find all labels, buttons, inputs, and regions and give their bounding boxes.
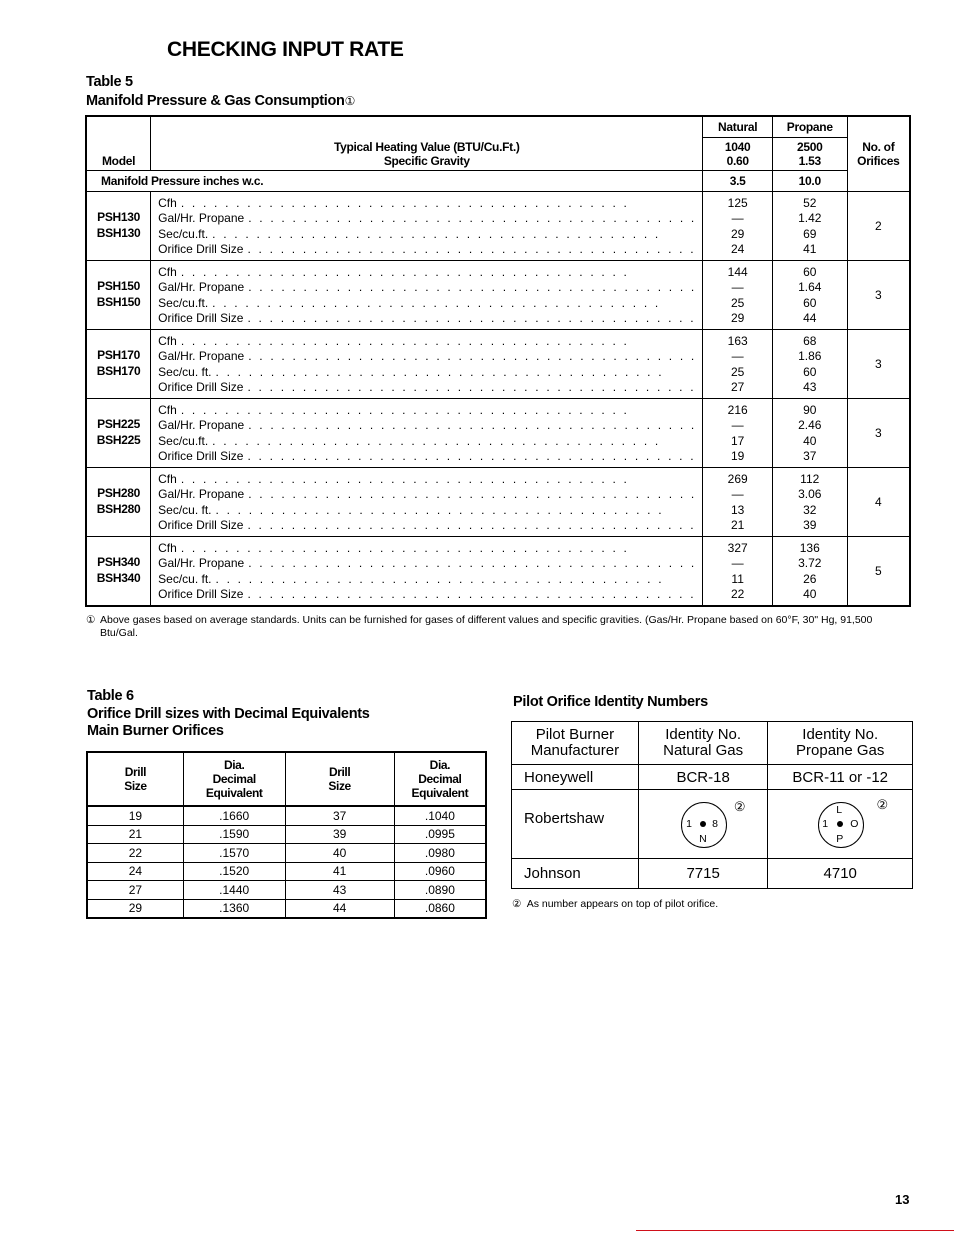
measure-label-text: Sec/cu. ft. xyxy=(158,571,212,586)
propane-value: 40 xyxy=(803,433,817,448)
table5-heading xyxy=(86,73,355,110)
propane-value: 43 xyxy=(803,380,817,394)
propane-value: 60 xyxy=(803,264,817,279)
propane-value: 3.06 xyxy=(798,487,822,501)
propane-values xyxy=(772,398,847,467)
manifold-propane: 10.0 xyxy=(772,170,847,191)
manifold-pressure-table xyxy=(85,115,911,607)
natural-value: 25 xyxy=(730,364,745,379)
leader-dots: . . . . . . . . . . . . . . . . . . . . . . . . . . . . . . . . . . . . . . . . . xyxy=(180,540,630,555)
measure-label-text: Cfh xyxy=(158,195,177,210)
manifold-pressure-label: Manifold Pressure inches w.c. xyxy=(86,170,703,191)
measure-labels xyxy=(151,467,703,536)
header-propane: Propane xyxy=(772,116,847,137)
propane-value: 1.42 xyxy=(798,211,822,225)
drill-size: 43 xyxy=(285,881,394,900)
model-name: PSH280 xyxy=(97,486,141,500)
robertshaw-propane-diagram xyxy=(768,790,913,859)
propane-value: 90 xyxy=(803,402,817,417)
natural-sg: 0.60 xyxy=(726,153,749,168)
measure-label xyxy=(158,349,696,365)
measure-label xyxy=(158,403,696,419)
table-row xyxy=(87,806,486,825)
header-drill-line2: Size xyxy=(328,779,351,793)
robertshaw-natural-diagram xyxy=(638,790,768,859)
leader-dots: . . . . . . . . . . . . . . . . . . . . . . . . . . . . . . . . . . . . . . . . . xyxy=(248,211,697,225)
measure-label-text: Orifice Drill Size xyxy=(158,380,244,394)
honeywell-propane-id: BCR-11 or -12 xyxy=(768,765,913,790)
drill-size: 22 xyxy=(87,844,183,863)
propane-values xyxy=(772,467,847,536)
decimal-equivalent: .1660 xyxy=(183,806,285,825)
propane-value: 39 xyxy=(803,518,817,532)
measure-labels xyxy=(151,398,703,467)
natural-value: — xyxy=(731,211,744,225)
natural-value: 29 xyxy=(730,311,745,325)
table-row xyxy=(87,862,486,881)
orifice-top-diagram xyxy=(677,798,729,850)
measure-label xyxy=(158,541,696,557)
header-decimal-equivalent xyxy=(183,752,285,806)
drill-size: 41 xyxy=(285,862,394,881)
natural-values xyxy=(703,329,772,398)
decimal-equivalent: .0980 xyxy=(394,844,486,863)
header-manufacturer xyxy=(512,722,639,765)
drill-size: 39 xyxy=(285,825,394,844)
natural-value: — xyxy=(731,556,744,570)
header-model: Model xyxy=(86,116,151,170)
header-drill-size xyxy=(285,752,394,806)
measure-label-text: Orifice Drill Size xyxy=(158,242,244,256)
propane-value: 3.72 xyxy=(798,556,822,570)
table-row xyxy=(86,536,910,606)
leader-dots: . . . . . . . . . . . . . . . . . . . . . . . . . . . . . . . . . . . . . . . . . xyxy=(180,195,630,210)
header-propane-id-line1: Identity No. xyxy=(802,726,879,743)
table-row xyxy=(87,825,486,844)
natural-values xyxy=(703,467,772,536)
model-name: BSH225 xyxy=(96,432,141,447)
decimal-equivalent: .0860 xyxy=(394,899,486,918)
measure-label-text: Orifice Drill Size xyxy=(158,449,244,463)
table6-heading xyxy=(87,688,370,741)
propane-value: 40 xyxy=(803,587,817,601)
table-row xyxy=(87,881,486,900)
table-row xyxy=(86,260,910,329)
natural-value: — xyxy=(731,418,744,432)
drill-size: 37 xyxy=(285,806,394,825)
measure-label xyxy=(158,380,696,396)
pilot-orifice-table xyxy=(511,721,913,889)
propane-value: 112 xyxy=(800,471,820,486)
natural-value: 19 xyxy=(730,449,745,463)
manufacturer-johnson: Johnson xyxy=(512,859,639,889)
diagram-label: 1 xyxy=(686,818,692,830)
drill-size: 27 xyxy=(87,881,183,900)
propane-value: 1.64 xyxy=(798,280,822,294)
table-row xyxy=(86,398,910,467)
natural-value: 27 xyxy=(730,380,745,394)
header-manufacturer-line2: Manufacturer xyxy=(530,742,620,759)
natural-value: 269 xyxy=(727,471,748,486)
footer-rule xyxy=(636,1230,954,1231)
header-propane-id-line2: Propane Gas xyxy=(796,742,885,759)
leader-dots: . . . . . . . . . . . . . . . . . . . . . . . . . . . . . . . . . . . . . . . . . xyxy=(248,349,697,363)
natural-value: 17 xyxy=(730,433,745,448)
leader-dots: . . . . . . . . . . . . . . . . . . . . . . . . . . . . . . . . . . . . . . . . . xyxy=(215,502,664,517)
propane-value: 2.46 xyxy=(798,418,822,432)
natural-value: 125 xyxy=(727,195,748,210)
natural-values xyxy=(703,398,772,467)
measure-label-text: Gal/Hr. Propane xyxy=(158,211,245,225)
model-name: PSH150 xyxy=(97,279,141,293)
measure-labels xyxy=(151,536,703,606)
measure-label xyxy=(158,242,696,258)
model-name: PSH340 xyxy=(97,555,141,569)
propane-value: 41 xyxy=(803,242,817,256)
table-row xyxy=(86,191,910,260)
measure-label xyxy=(158,211,696,227)
measure-labels xyxy=(151,191,703,260)
natural-value: 327 xyxy=(727,540,748,555)
footnote-marker: ① xyxy=(86,614,96,626)
model-cell xyxy=(86,467,151,536)
leader-dots: . . . . . . . . . . . . . . . . . . . . . . . . . . . . . . . . . . . . . . . . . xyxy=(247,242,696,256)
footnote-marker: ② xyxy=(876,797,889,812)
natural-value: 163 xyxy=(727,333,748,348)
pilot-table-title: Pilot Orifice Identity Numbers xyxy=(513,694,708,710)
drill-size: 24 xyxy=(87,862,183,881)
diagram-label: P xyxy=(836,833,844,845)
model-cell xyxy=(86,536,151,606)
drill-size: 19 xyxy=(87,806,183,825)
propane-value: 37 xyxy=(803,449,817,463)
model-cell xyxy=(86,398,151,467)
propane-btu-sg xyxy=(772,137,847,170)
header-natural: Natural xyxy=(703,116,772,137)
leader-dots: . . . . . . . . . . . . . . . . . . . . . . . . . . . . . . . . . . . . . . . . . xyxy=(180,402,630,417)
natural-btu: 1040 xyxy=(724,139,751,154)
header-propane-id xyxy=(768,722,913,765)
header-dia-line2: Decimal xyxy=(212,772,256,786)
leader-dots: . . . . . . . . . . . . . . . . . . . . . . . . . . . . . . . . . . . . . . . . . xyxy=(212,295,661,310)
measure-label-text: Cfh xyxy=(158,540,177,555)
leader-dots: . . . . . . . . . . . . . . . . . . . . . . . . . . . . . . . . . . . . . . . . . xyxy=(247,449,696,463)
natural-value: 144 xyxy=(727,264,748,279)
propane-values xyxy=(772,260,847,329)
measure-label-text: Orifice Drill Size xyxy=(158,587,244,601)
natural-value: — xyxy=(731,280,744,294)
measure-label xyxy=(158,449,696,465)
natural-value: 24 xyxy=(730,242,745,256)
model-name: PSH170 xyxy=(97,348,141,362)
propane-value: 52 xyxy=(803,195,817,210)
measure-label-text: Gal/Hr. Propane xyxy=(158,418,245,432)
measure-label xyxy=(158,265,696,281)
header-dia-line2: Decimal xyxy=(418,772,462,786)
leader-dots: . . . . . . . . . . . . . . . . . . . . . . . . . . . . . . . . . . . . . . . . . xyxy=(248,556,697,570)
measure-label xyxy=(158,556,696,572)
measure-label-text: Cfh xyxy=(158,333,177,348)
table-row xyxy=(86,329,910,398)
table6-label: Table 6 xyxy=(87,688,134,704)
footnote-marker: ② xyxy=(512,898,522,910)
propane-value: 68 xyxy=(803,333,817,348)
orifice-count: 3 xyxy=(847,398,910,467)
measure-label xyxy=(158,365,696,381)
decimal-equivalent: .1360 xyxy=(183,899,285,918)
natural-value: 21 xyxy=(730,518,745,532)
drill-size-table xyxy=(86,751,487,919)
measure-label-text: Cfh xyxy=(158,264,177,279)
measure-label xyxy=(158,227,696,243)
header-drill-line1: Drill xyxy=(328,765,351,779)
decimal-equivalent: .0960 xyxy=(394,862,486,881)
natural-value: — xyxy=(731,487,744,501)
header-drill-line2: Size xyxy=(124,779,147,793)
table5-footnote xyxy=(86,614,912,640)
measure-label xyxy=(158,518,696,534)
measure-label xyxy=(158,196,696,212)
manifold-natural: 3.5 xyxy=(703,170,772,191)
manufacturer-honeywell: Honeywell xyxy=(512,765,639,790)
header-dia-line1: Dia. xyxy=(223,758,245,772)
natural-value: 29 xyxy=(730,226,745,241)
diagram-label: 1 xyxy=(822,818,829,830)
header-heating-line1: Typical Heating Value (BTU/Cu.Ft.) xyxy=(333,139,520,154)
header-manufacturer-line1: Pilot Burner xyxy=(535,726,615,743)
header-dia-line3: Equivalent xyxy=(411,786,469,800)
measure-label-text: Sec/cu.ft. xyxy=(158,433,209,448)
table-row xyxy=(86,467,910,536)
page-number: 13 xyxy=(895,1192,910,1207)
leader-dots: . . . . . . . . . . . . . . . . . . . . . . . . . . . . . . . . . . . . . . . . . xyxy=(247,587,696,601)
measure-label-text: Sec/cu.ft. xyxy=(158,226,209,241)
johnson-natural-id: 7715 xyxy=(638,859,768,889)
measure-label-text: Cfh xyxy=(158,402,177,417)
natural-values xyxy=(703,536,772,606)
propane-values xyxy=(772,329,847,398)
diagram-label: N xyxy=(699,833,707,845)
leader-dots: . . . . . . . . . . . . . . . . . . . . . . . . . . . . . . . . . . . . . . . . . xyxy=(212,433,661,448)
orifice-count: 4 xyxy=(847,467,910,536)
measure-labels xyxy=(151,260,703,329)
table5-caption: Manifold Pressure & Gas Consumption xyxy=(86,93,345,109)
header-natural-id-line2: Natural Gas xyxy=(663,742,744,759)
propane-value: 26 xyxy=(803,571,817,586)
leader-dots: . . . . . . . . . . . . . . . . . . . . . . . . . . . . . . . . . . . . . . . . . xyxy=(212,226,661,241)
measure-label xyxy=(158,418,696,434)
header-orifices xyxy=(847,116,910,191)
header-orifices-line1: No. of xyxy=(862,139,895,154)
propane-btu: 2500 xyxy=(796,139,823,154)
header-decimal-equivalent xyxy=(394,752,486,806)
natural-value: 13 xyxy=(730,502,745,517)
model-name: PSH130 xyxy=(97,210,141,224)
header-heating-value xyxy=(151,116,703,170)
model-name: BSH340 xyxy=(96,570,141,585)
decimal-equivalent: .1570 xyxy=(183,844,285,863)
propane-values xyxy=(772,536,847,606)
propane-value: 60 xyxy=(803,364,817,379)
propane-value: 69 xyxy=(803,226,817,241)
footnote-text: Above gases based on average standards. Units can be furnished for gases of different values and specific gravities. (Gas/Hr. Propane based on 60°F, 30" Hg, 91,500 Btu/Gal. xyxy=(100,614,873,639)
decimal-equivalent: .1440 xyxy=(183,881,285,900)
decimal-equivalent: .1520 xyxy=(183,862,285,881)
model-name: BSH280 xyxy=(96,501,141,516)
model-cell xyxy=(86,260,151,329)
model-cell xyxy=(86,191,151,260)
footnote-text: As number appears on top of pilot orifice. xyxy=(526,898,719,910)
measure-label xyxy=(158,503,696,519)
propane-value: 60 xyxy=(803,295,817,310)
diagram-label: L xyxy=(836,804,843,816)
propane-value: 32 xyxy=(803,502,817,517)
leader-dots: . . . . . . . . . . . . . . . . . . . . . . . . . . . . . . . . . . . . . . . . . xyxy=(215,571,664,586)
table6-caption-line2: Main Burner Orifices xyxy=(87,723,224,739)
footnote-marker: ① xyxy=(344,94,356,108)
natural-value: 22 xyxy=(730,587,745,601)
measure-label-text: Gal/Hr. Propane xyxy=(158,487,245,501)
leader-dots: . . . . . . . . . . . . . . . . . . . . . . . . . . . . . . . . . . . . . . . . . xyxy=(248,280,697,294)
leader-dots: . . . . . . . . . . . . . . . . . . . . . . . . . . . . . . . . . . . . . . . . . xyxy=(180,333,630,348)
decimal-equivalent: .0890 xyxy=(394,881,486,900)
table5-label: Table 5 xyxy=(86,74,133,90)
header-natural-id xyxy=(638,722,768,765)
drill-size: 40 xyxy=(285,844,394,863)
decimal-equivalent: .1040 xyxy=(394,806,486,825)
model-name: BSH150 xyxy=(96,294,141,309)
leader-dots: . . . . . . . . . . . . . . . . . . . . . . . . . . . . . . . . . . . . . . . . . xyxy=(248,487,697,501)
natural-values xyxy=(703,191,772,260)
natural-values xyxy=(703,260,772,329)
model-cell xyxy=(86,329,151,398)
model-name: BSH170 xyxy=(96,363,141,378)
leader-dots: . . . . . . . . . . . . . . . . . . . . . . . . . . . . . . . . . . . . . . . . . xyxy=(248,418,697,432)
table6-caption-line1: Orifice Drill sizes with Decimal Equivalents xyxy=(87,705,370,722)
propane-value: 136 xyxy=(799,540,820,555)
leader-dots: . . . . . . . . . . . . . . . . . . . . . . . . . . . . . . . . . . . . . . . . . xyxy=(247,518,696,532)
leader-dots: . . . . . . . . . . . . . . . . . . . . . . . . . . . . . . . . . . . . . . . . . xyxy=(180,264,630,279)
decimal-equivalent: .1590 xyxy=(183,825,285,844)
table-row xyxy=(87,899,486,918)
measure-label xyxy=(158,434,696,450)
measure-label xyxy=(158,296,696,312)
measure-label-text: Sec/cu.ft. xyxy=(158,295,209,310)
natural-value: 216 xyxy=(727,402,748,417)
orifice-count: 3 xyxy=(847,329,910,398)
measure-label-text: Gal/Hr. Propane xyxy=(158,349,245,363)
drill-size: 44 xyxy=(285,899,394,918)
natural-btu-sg xyxy=(703,137,772,170)
measure-label-text: Orifice Drill Size xyxy=(158,518,244,532)
pilot-footnote xyxy=(512,898,718,910)
leader-dots: . . . . . . . . . . . . . . . . . . . . . . . . . . . . . . . . . . . . . . . . . xyxy=(180,471,630,486)
header-heating-line2: Specific Gravity xyxy=(383,153,470,168)
leader-dots: . . . . . . . . . . . . . . . . . . . . . . . . . . . . . . . . . . . . . . . . . xyxy=(247,380,696,394)
honeywell-natural-id: BCR-18 xyxy=(638,765,768,790)
header-dia-line3: Equivalent xyxy=(205,786,263,800)
header-drill-size xyxy=(87,752,183,806)
header-dia-line1: Dia. xyxy=(429,758,451,772)
diagram-label: 8 xyxy=(712,818,718,830)
measure-label-text: Sec/cu. ft. xyxy=(158,364,212,379)
header-drill-line1: Drill xyxy=(124,765,147,779)
orifice-count: 3 xyxy=(847,260,910,329)
measure-label xyxy=(158,472,696,488)
drill-size: 29 xyxy=(87,899,183,918)
leader-dots: . . . . . . . . . . . . . . . . . . . . . . . . . . . . . . . . . . . . . . . . . xyxy=(247,311,696,325)
propane-value: 44 xyxy=(803,311,817,325)
measure-label xyxy=(158,487,696,503)
measure-labels xyxy=(151,329,703,398)
propane-values xyxy=(772,191,847,260)
diagram-label: O xyxy=(850,818,859,830)
drill-size: 21 xyxy=(87,825,183,844)
measure-label xyxy=(158,572,696,588)
measure-label-text: Orifice Drill Size xyxy=(158,311,244,325)
decimal-equivalent: .0995 xyxy=(394,825,486,844)
orifice-count: 5 xyxy=(847,536,910,606)
model-name: BSH130 xyxy=(96,225,141,240)
johnson-propane-id: 4710 xyxy=(768,859,913,889)
header-natural-id-line1: Identity No. xyxy=(665,726,742,743)
orifice-top-diagram xyxy=(814,798,866,850)
measure-label-text: Gal/Hr. Propane xyxy=(158,556,245,570)
measure-label xyxy=(158,311,696,327)
manufacturer-robertshaw: Robertshaw xyxy=(512,790,639,859)
footnote-marker: ② xyxy=(733,799,746,814)
header-orifices-line2: Orifices xyxy=(857,153,900,168)
measure-label xyxy=(158,334,696,350)
model-name: PSH225 xyxy=(97,417,141,431)
leader-dots: . . . . . . . . . . . . . . . . . . . . . . . . . . . . . . . . . . . . . . . . . xyxy=(215,364,664,379)
orifice-count: 2 xyxy=(847,191,910,260)
propane-value: 1.86 xyxy=(798,349,822,363)
measure-label-text: Sec/cu. ft. xyxy=(158,502,212,517)
measure-label-text: Gal/Hr. Propane xyxy=(158,280,245,294)
natural-value: 11 xyxy=(731,571,744,586)
natural-value: 25 xyxy=(730,295,745,310)
table-row xyxy=(87,844,486,863)
propane-sg: 1.53 xyxy=(798,153,821,168)
measure-label xyxy=(158,280,696,296)
page-title: CHECKING INPUT RATE xyxy=(167,38,404,61)
measure-label-text: Cfh xyxy=(158,471,177,486)
natural-value: — xyxy=(731,349,744,363)
measure-label xyxy=(158,587,696,603)
